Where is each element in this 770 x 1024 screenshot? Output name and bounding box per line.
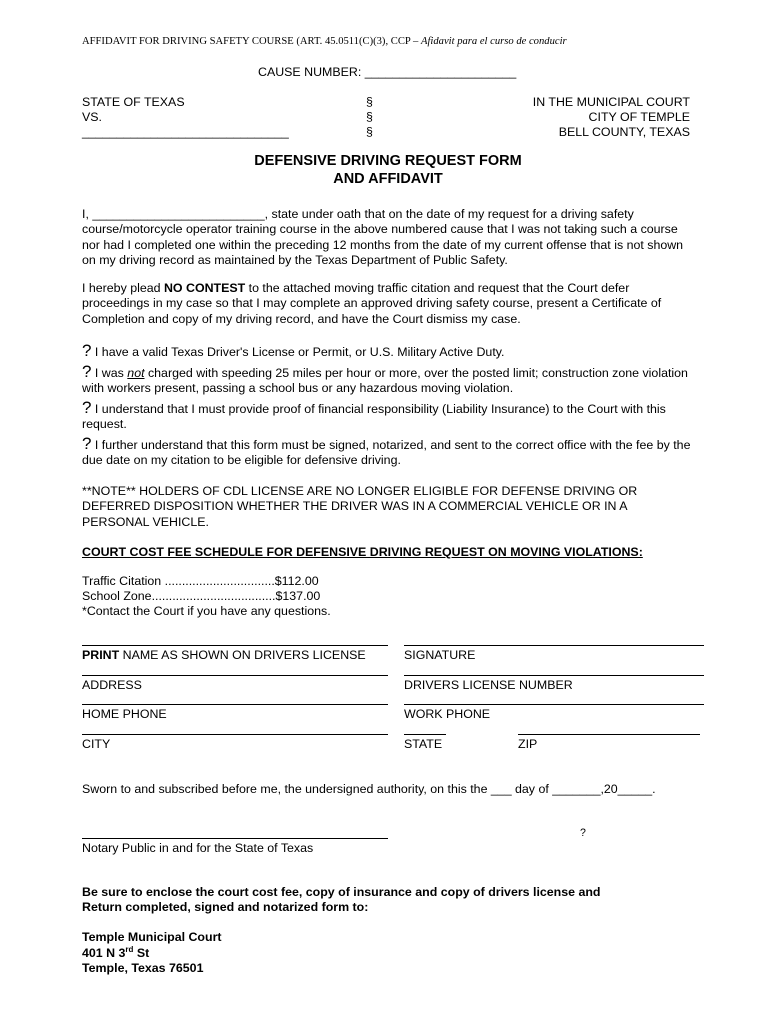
court-city: CITY OF TEMPLE [588, 110, 690, 124]
print-bold: PRINT [82, 648, 120, 662]
checklist-item-3 [82, 400, 694, 433]
caption-italic: Afidavit para el curso de conducir [421, 36, 567, 47]
signature-label: SIGNATURE [404, 648, 476, 662]
city-line[interactable] [82, 734, 388, 735]
checklist-item-1 [82, 343, 694, 360]
mailing-name: Temple Municipal Court [82, 930, 222, 944]
vs-label: VS. [82, 110, 102, 124]
oath-pre: I, [82, 207, 93, 221]
defendant-blank: ______________________________ [82, 125, 289, 139]
zip-label: ZIP [518, 737, 538, 751]
court-county: BELL COUNTY, TEXAS [558, 125, 690, 139]
contact-note: *Contact the Court if you have any questions. [82, 604, 331, 618]
oath-paragraph [82, 207, 694, 269]
section-symbol: § [366, 95, 373, 109]
sworn-statement: Sworn to and subscribed before me, the undersigned authority, on this the ___ day of _______,20_____. [82, 782, 656, 796]
fee-traffic: Traffic Citation ................................$112.00 [82, 574, 319, 588]
print-name-label [82, 648, 366, 662]
instructions-line1: Be sure to enclose the court cost fee, copy of insurance and copy of drivers license and [82, 885, 601, 899]
signature-line[interactable] [404, 645, 704, 646]
zip-line[interactable] [518, 734, 700, 735]
city-label: CITY [82, 737, 111, 751]
license-line[interactable] [404, 675, 704, 676]
checkbox-icon[interactable]: ? [82, 341, 92, 360]
checklist-text: I have a valid Texas Driver's License or Permit, or U.S. Military Active Duty. [94, 345, 505, 359]
name-blank: _________________________ [92, 207, 265, 221]
not-emphasis: not [127, 366, 145, 380]
plea-pre: I hereby plead [82, 281, 164, 295]
street-type: St [133, 946, 150, 961]
checklist-text: I further understand that this form must be signed, notarized, and sent to the correct office with the fee by the due date on my citation to be eligible for defensive driving. [82, 438, 691, 468]
checkbox-icon[interactable]: ? [82, 362, 92, 381]
cdl-note: **NOTE** HOLDERS OF CDL LICENSE ARE NO LONGER ELIGIBLE FOR DEFENSE DRIVING OR DEFERRED DISPOSITION WHETHER THE DRIVER WAS IN A COMMERCIAL VEHICLE OR IN A PERSONAL VEHICLE. [82, 484, 638, 529]
fee-heading [82, 545, 643, 559]
caption-text: AFFIDAVIT FOR DRIVING SAFETY COURSE (ART. 45.0511(C)(3), CCP – [82, 36, 419, 47]
mailing-street [82, 945, 149, 960]
street-number: 401 N 3 [82, 946, 126, 961]
state-line[interactable] [404, 734, 446, 735]
checklist-item-2 [82, 364, 694, 397]
cause-number: CAUSE NUMBER: ______________________ [258, 65, 517, 79]
notary-label: Notary Public in and for the State of Texas [82, 841, 314, 855]
plea-paragraph [82, 281, 694, 327]
checklist-item-4 [82, 436, 694, 469]
section-symbol: § [366, 110, 373, 124]
work-phone-line[interactable] [404, 704, 704, 705]
checklist-text: I was [94, 366, 128, 380]
address-line[interactable] [82, 675, 388, 676]
fee-school-zone: School Zone....................................$137.00 [82, 589, 321, 603]
section-symbol: § [366, 125, 373, 139]
license-label: DRIVERS LICENSE NUMBER [404, 678, 573, 692]
plea-text: to the attached moving traffic citation and request that the Court defer proceedings in my case so that I may complete an approved driving safety course, present a Certificate of Completion and copy of my driving record, and have the Court dismiss my case. [82, 281, 662, 326]
print-rest: NAME AS SHOWN ON DRIVERS LICENSE [119, 648, 366, 662]
oath-text: , state under oath that on the date of my request for a driving safety course/motorcycle operator training course in the above numbered cause that I was not taking such a course nor had I completed one within the preceding 12 months from the date of my current offense that is not shown on my driving record as maintained by the Texas Department of Public Safety. [82, 207, 684, 268]
home-phone-line[interactable] [82, 704, 388, 705]
work-phone-label: WORK PHONE [404, 707, 491, 721]
instructions-line2: Return completed, signed and notarized form to: [82, 900, 369, 914]
notary-seal-mark: ? [580, 827, 586, 839]
form-caption [82, 36, 567, 47]
fee-heading-text: COURT COST FEE SCHEDULE FOR DEFENSIVE DRIVING REQUEST ON MOVING VIOLATIONS: [82, 545, 643, 559]
state-label: STATE OF TEXAS [82, 95, 185, 109]
no-contest-text: NO CONTEST [163, 281, 246, 295]
mailing-city: Temple, Texas 76501 [82, 961, 204, 975]
home-phone-label: HOME PHONE [82, 707, 167, 721]
address-label: ADDRESS [82, 678, 142, 692]
checklist-text: I understand that I must provide proof of financial responsibility (Liability Insurance) to the Court with this request. [82, 402, 666, 432]
street-suffix: rd [125, 945, 134, 954]
form-title-line2: AND AFFIDAVIT [333, 171, 443, 187]
form-title-line1: DEFENSIVE DRIVING REQUEST FORM [254, 153, 522, 169]
checkbox-icon[interactable]: ? [82, 398, 92, 417]
checkbox-icon[interactable]: ? [82, 434, 92, 453]
checklist-text: charged with speeding 25 miles per hour or more, over the posted limit; construction zone violation with workers present, passing a school bus or any hazardous moving violation. [82, 366, 688, 396]
print-name-line[interactable] [82, 645, 388, 646]
court-name: IN THE MUNICIPAL COURT [532, 95, 690, 109]
notary-signature-line[interactable] [82, 838, 388, 839]
state-label: STATE [404, 737, 443, 751]
